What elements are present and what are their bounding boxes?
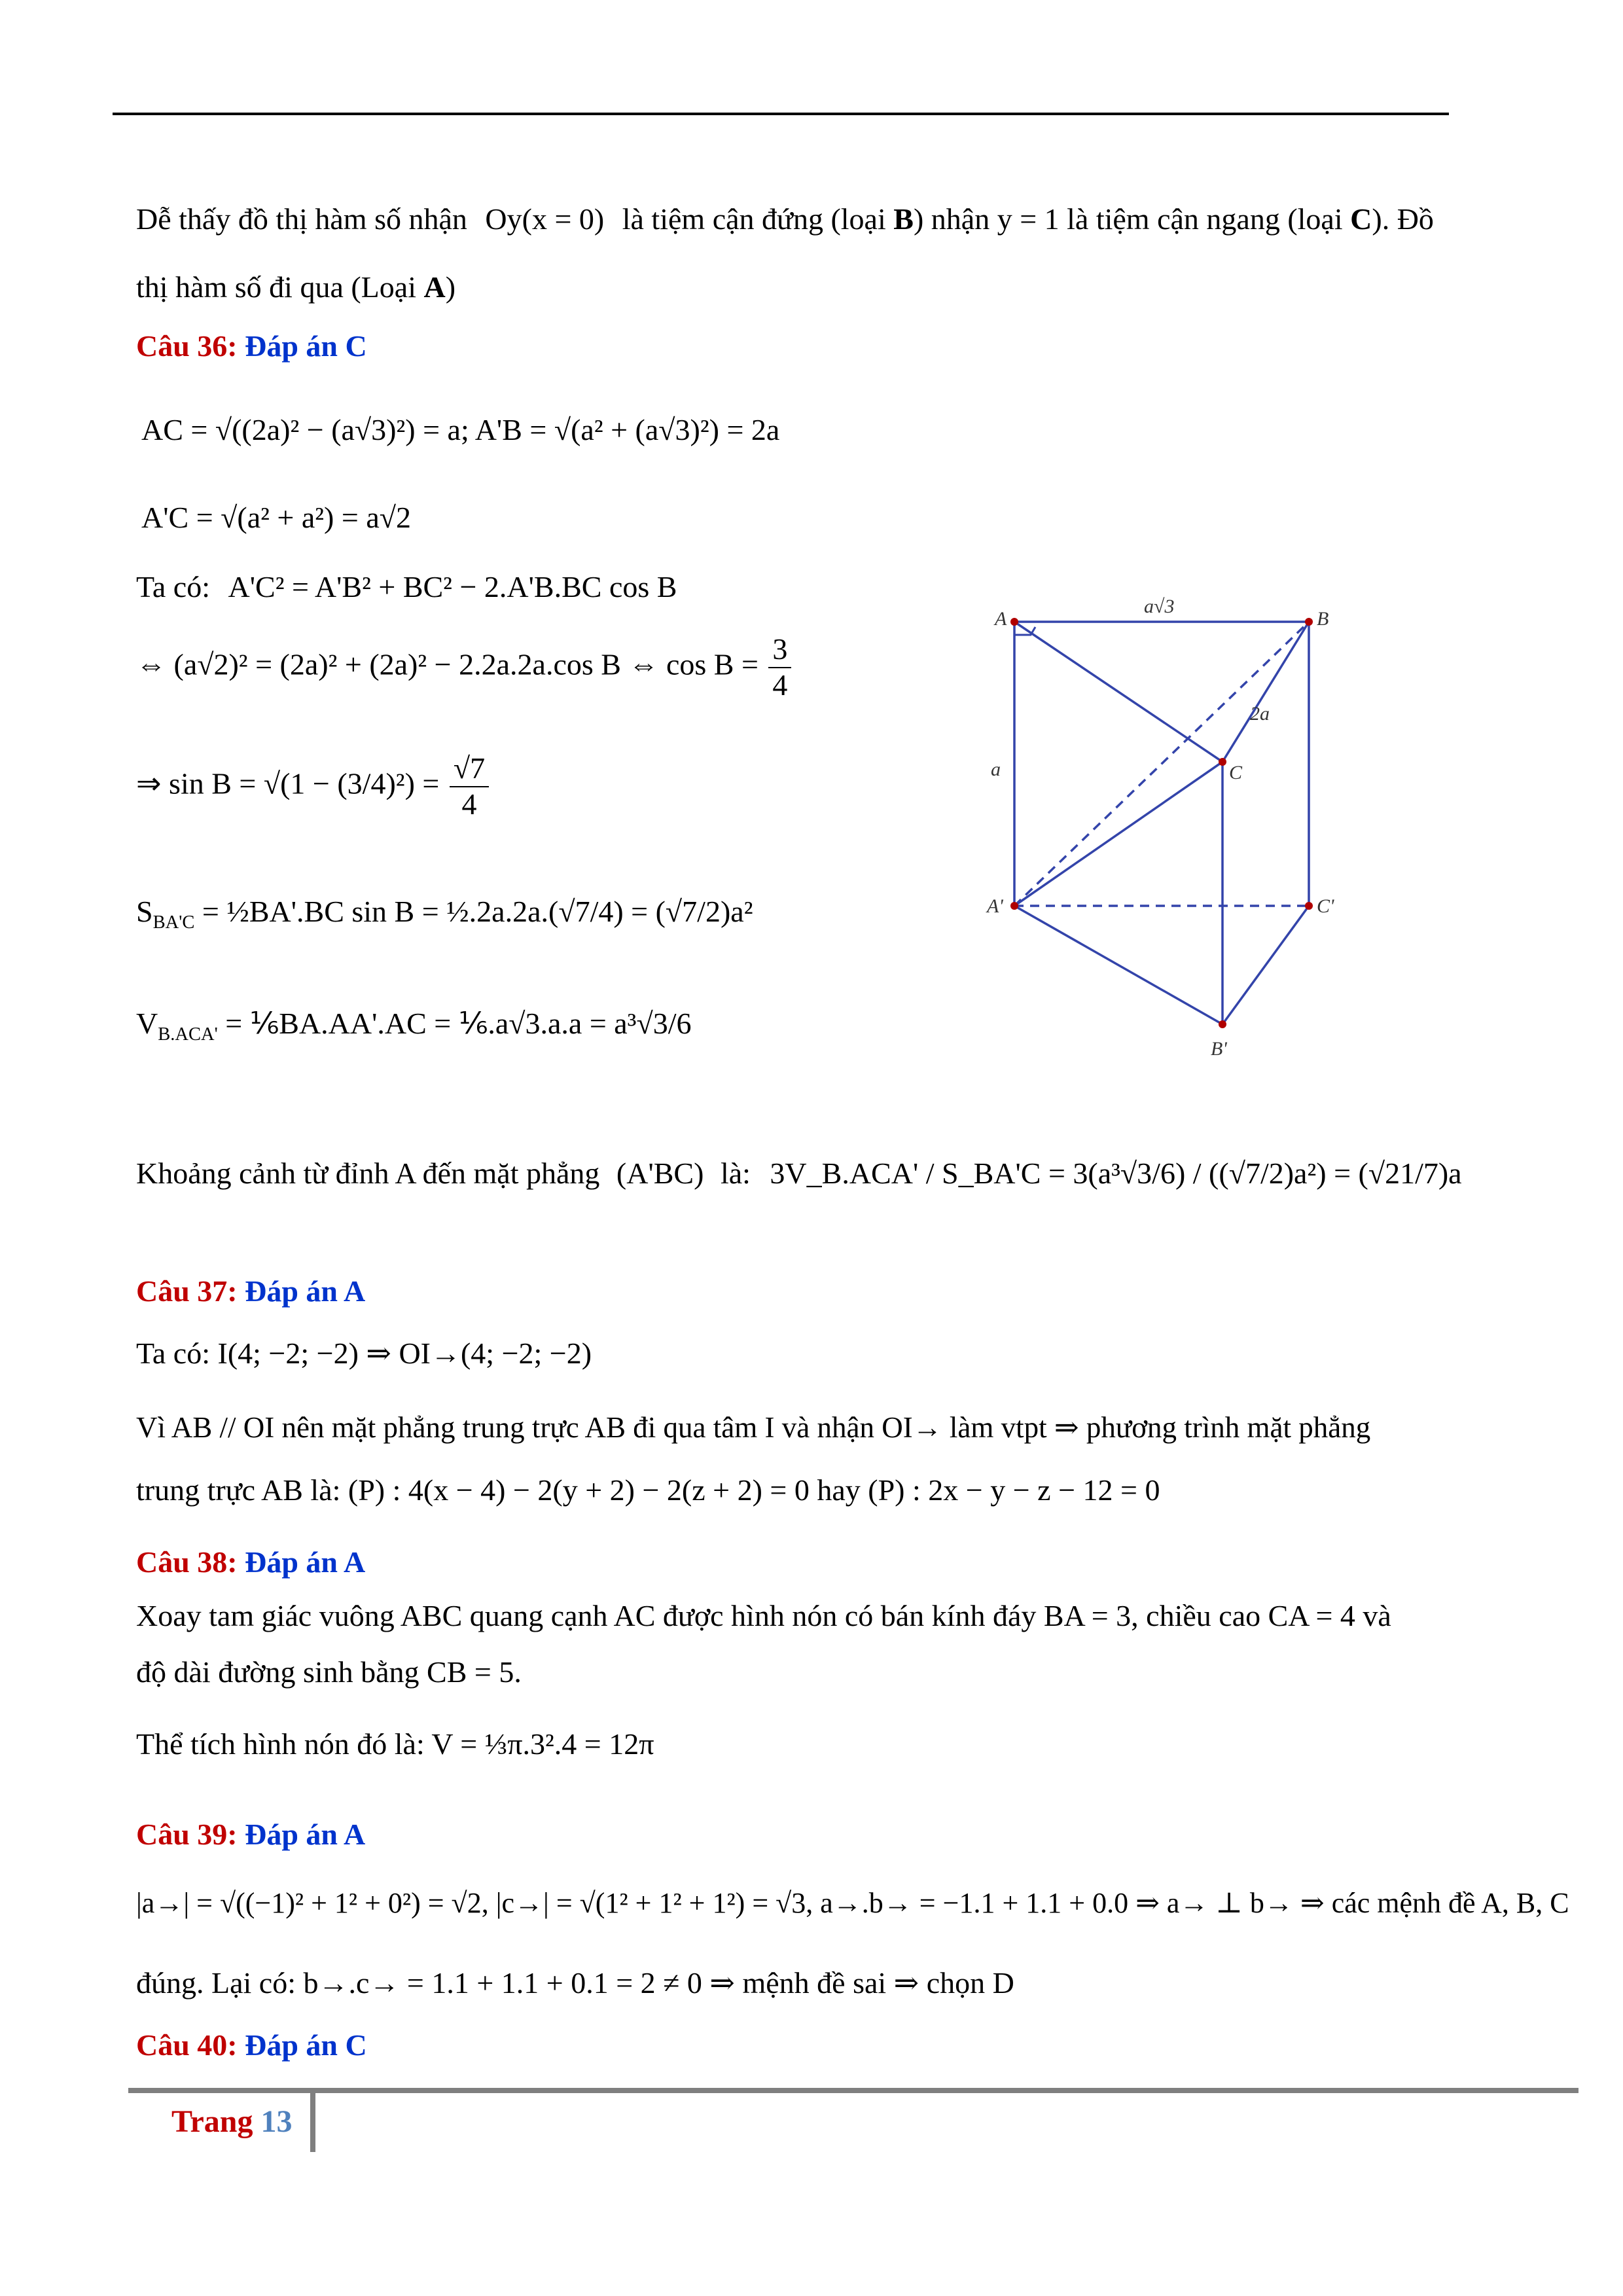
edge-cb	[1222, 622, 1309, 762]
q36-cos-num: 3	[768, 632, 791, 668]
intro-text-3: ) nhận y = 1 là tiệm cận ngang (loại	[913, 202, 1343, 236]
label-b1: B'	[1211, 1038, 1227, 1060]
q36-vol-label: V	[136, 1007, 158, 1040]
intro-bold-b: B	[893, 202, 914, 236]
q36-taco: Ta có:	[136, 570, 211, 603]
q36-volume	[136, 1005, 692, 1045]
q36-sin-den: 4	[461, 787, 477, 821]
intro-line-2	[136, 270, 455, 304]
q39-line-1: |a→| = √((−1)² + 1² + 0²) = √2, |c→| = √(1² + 1² + 1²) = √3, a→.b→ = −1.1 + 1.1 + 0.0 ⇒ a→ ⊥ b→ ⇒ các mệnh đề A, B, C	[136, 1887, 1569, 1919]
intro-text-5: thị hàm số đi qua (Loại	[136, 270, 416, 304]
q36-area	[136, 894, 753, 933]
label-edge-ab: a√3	[1144, 596, 1175, 617]
prism-edges	[1014, 622, 1309, 1024]
q36-sin-b-expr: ⇒ sin B = √(1 − (3/4)²) =	[136, 766, 440, 800]
prism-vertices	[1010, 618, 1313, 1028]
label-c1: C'	[1317, 895, 1334, 917]
prism-hidden-edges	[1014, 622, 1309, 906]
q36-heading	[136, 329, 367, 363]
page-number: 13	[260, 2104, 293, 2139]
q37-line-2: Vì AB // OI nên mặt phẳng trung trực AB đi qua tâm I và nhận OI→ làm vtpt ⇒ phương trình mặt phẳng	[136, 1411, 1371, 1444]
q36-area-label: S	[136, 895, 153, 928]
q40-answer: Đáp án C	[245, 2028, 367, 2062]
q38-line-1: Xoay tam giác vuông ABC quang cạnh AC được hình nón có bán kính đáy BA = 3, chiều cao CA = 4 và	[136, 1599, 1391, 1632]
q36-dist-expr: 3V_B.ACA' / S_BA'C = 3(a³√3/6) / ((√7/2)a²) = (√21/7)a	[770, 1157, 1462, 1190]
q36-area-expr: = ½BA'.BC sin B = ½.2a.2a.(√7/4) = (√7/2)a²	[202, 895, 753, 928]
label-a1: A'	[987, 895, 1003, 917]
q36-answer: Đáp án C	[245, 329, 367, 363]
q36-cos-b	[136, 632, 794, 703]
q39-line-2: đúng. Lại có: b→.c→ = 1.1 + 1.1 + 0.1 = 2 ≠ 0 ⇒ mệnh đề sai ⇒ chọn D	[136, 1966, 1014, 2000]
q37-line-3: trung trực AB là: (P) : 4(x − 4) − 2(y + 2) − 2(z + 2) = 0 hay (P) : 2x − y − z − 12 = 0	[136, 1473, 1160, 1507]
q36-sin-num: √7	[450, 751, 489, 787]
edge-a1b	[1014, 622, 1309, 906]
vertex-c	[1219, 758, 1226, 766]
footer-label: Trang	[171, 2104, 253, 2139]
q40-heading	[136, 2028, 367, 2062]
edge-c1b1	[1222, 906, 1309, 1024]
q36-vol-sub: B.ACA'	[158, 1024, 218, 1045]
intro-line-1	[136, 202, 1434, 236]
label-c: C	[1229, 762, 1243, 783]
footer-rule	[128, 2088, 1578, 2093]
q39-answer: Đáp án A	[245, 1818, 366, 1851]
q36-sin-b	[136, 751, 491, 822]
intro-text: Dễ thấy đồ thị hàm số nhận	[136, 202, 467, 236]
vertex-a	[1010, 618, 1018, 626]
q39-label: Câu 39:	[136, 1818, 238, 1851]
q36-dist-text: Khoảng cảnh từ đỉnh A đến mặt phẳng	[136, 1157, 600, 1190]
q38-line-3: Thể tích hình nón đó là: V = ⅓π.3².4 = 12π	[136, 1727, 654, 1761]
q36-label: Câu 36:	[136, 329, 238, 363]
intro-text-4: ). Đồ	[1372, 202, 1434, 236]
q36-eq-a1c: A'C = √(a² + a²) = a√2	[141, 501, 411, 534]
intro-text-2: là tiệm cận đứng (loại	[622, 202, 886, 236]
q37-answer: Đáp án A	[245, 1274, 366, 1308]
vertex-a1	[1010, 902, 1018, 910]
q36-cos-law-eq: A'C² = A'B² + BC² − 2.A'B.BC cos B	[228, 570, 677, 603]
q38-line-2: độ dài đường sinh bằng CB = 5.	[136, 1655, 522, 1689]
intro-text-6: )	[445, 270, 456, 304]
q38-answer: Đáp án A	[245, 1545, 366, 1579]
intro-bold-c: C	[1350, 202, 1372, 236]
q37-line-1: Ta có: I(4; −2; −2) ⇒ OI→(4; −2; −2)	[136, 1336, 592, 1370]
q36-cos-b-expr: ⇔ (a√2)² = (2a)² + (2a)² − 2.2a.2a.cos B ⇔ cos B =	[136, 647, 758, 681]
q36-cos-b-frac	[768, 632, 791, 703]
vertex-b	[1305, 618, 1313, 626]
prism-figure	[969, 589, 1348, 1073]
q38-heading	[136, 1545, 365, 1579]
q36-cos-den: 4	[772, 668, 788, 702]
q36-dist-plane: (A'BC)	[616, 1157, 704, 1190]
header-rule	[113, 113, 1449, 115]
q38-label: Câu 38:	[136, 1545, 238, 1579]
q36-cos-law	[136, 569, 677, 604]
q36-sin-b-frac	[450, 751, 489, 822]
q37-label: Câu 37:	[136, 1274, 238, 1308]
intro-math: Oy(x = 0)	[485, 202, 605, 236]
q36-area-sub: BA'C	[152, 912, 195, 933]
edge-a1c1	[1014, 906, 1222, 1024]
label-a: A	[995, 608, 1007, 630]
label-b: B	[1317, 608, 1329, 630]
q36-dist-la: là:	[720, 1157, 751, 1190]
intro-bold-a: A	[423, 270, 446, 304]
q37-heading	[136, 1274, 365, 1308]
q40-label: Câu 40:	[136, 2028, 238, 2062]
label-edge-bc: 2a	[1250, 703, 1270, 725]
footer-separator	[310, 2093, 315, 2152]
vertex-b1	[1305, 902, 1313, 910]
edge-a1c	[1014, 762, 1222, 906]
vertex-c1	[1219, 1020, 1226, 1028]
q36-distance	[136, 1156, 1462, 1191]
label-edge-aa1: a	[991, 759, 1001, 780]
page-footer	[171, 2104, 292, 2140]
q36-vol-expr: = ⅙BA.AA'.AC = ⅙.a√3.a.a = a³√3/6	[225, 1007, 692, 1040]
edge-ac	[1014, 622, 1222, 762]
q39-heading	[136, 1817, 365, 1852]
q36-eq-ac: AC = √((2a)² − (a√3)²) = a; A'B = √(a² + (a√3)²) = 2a	[141, 413, 780, 446]
